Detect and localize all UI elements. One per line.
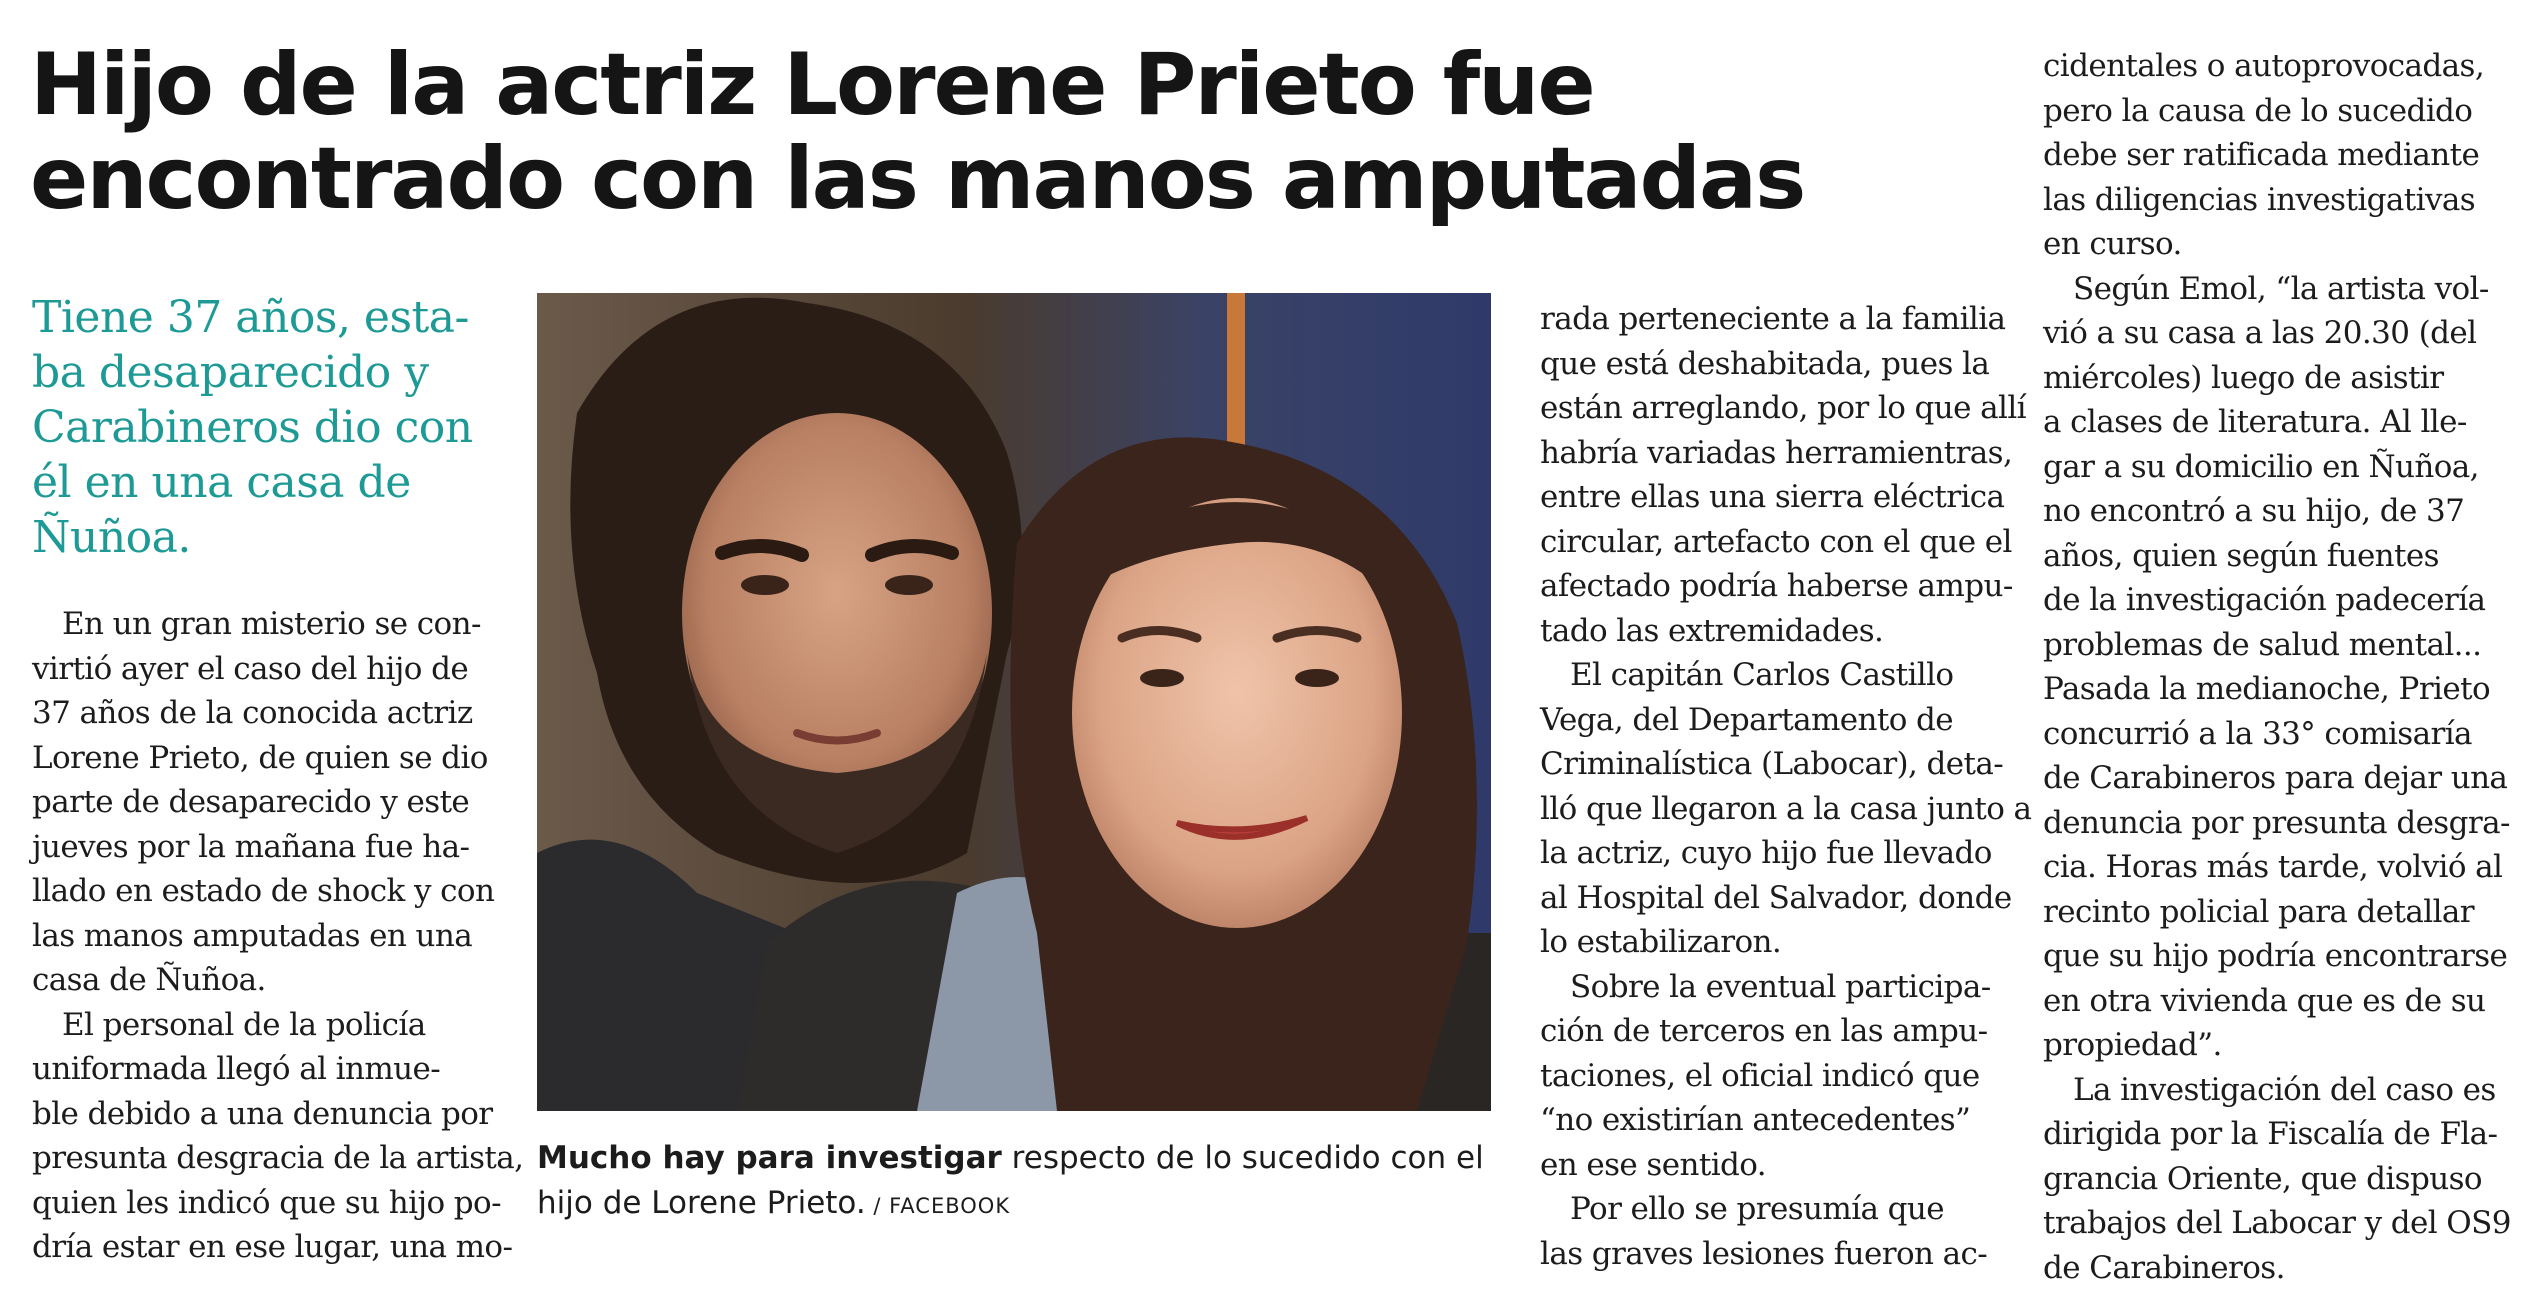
caption-text-2: hijo de Lorene Prieto. xyxy=(537,1185,866,1221)
body-line: Vega, del Departamento de xyxy=(1540,698,2000,743)
body-line: casa de Ñuñoa. xyxy=(32,958,492,1003)
headline-line-1: Hijo de la actriz Lorene Prieto fue xyxy=(30,38,2020,132)
body-column-3 xyxy=(1540,297,2000,1276)
body-line: trabajos del Labocar y del OS9 xyxy=(2043,1201,2523,1246)
body-line: dirigida por la Fiscalía de Fla- xyxy=(2043,1112,2523,1157)
body-line: que está deshabitada, pues la xyxy=(1540,342,2000,387)
body-line: uniformada llegó al inmue- xyxy=(32,1047,492,1092)
body-column-4 xyxy=(2043,44,2523,1290)
body-line: lo estabilizaron. xyxy=(1540,920,2000,965)
headline xyxy=(30,38,2020,226)
body-line: cia. Horas más tarde, volvió al xyxy=(2043,845,2523,890)
body-line: están arreglando, por lo que allí xyxy=(1540,386,2000,431)
body-line: tado las extremidades. xyxy=(1540,609,2000,654)
photo-selfie xyxy=(537,293,1491,1111)
body-line: de Carabineros para dejar una xyxy=(2043,756,2523,801)
body-line: jueves por la mañana fue ha- xyxy=(32,825,492,870)
body-line: rada perteneciente a la familia xyxy=(1540,297,2000,342)
body-line: recinto policial para detallar xyxy=(2043,890,2523,935)
body-line: pero la causa de lo sucedido xyxy=(2043,89,2523,134)
body-line: entre ellas una sierra eléctrica xyxy=(1540,475,2000,520)
body-line: presunta desgracia de la artista, xyxy=(32,1136,492,1181)
body-line: parte de desaparecido y este xyxy=(32,780,492,825)
body-line: propiedad”. xyxy=(2043,1023,2523,1068)
body-line: debe ser ratificada mediante xyxy=(2043,133,2523,178)
caption-bold: Mucho hay para investigar xyxy=(537,1140,1002,1176)
body-line: de la investigación padecería xyxy=(2043,578,2523,623)
body-line: Criminalística (Labocar), deta- xyxy=(1540,742,2000,787)
body-line: las diligencias investigativas xyxy=(2043,178,2523,223)
body-line: en curso. xyxy=(2043,222,2523,267)
dek-summary xyxy=(32,290,492,565)
body-line: las manos amputadas en una xyxy=(32,914,492,959)
body-line: concurrió a la 33° comisaría xyxy=(2043,712,2523,757)
body-line: 37 años de la conocida actriz xyxy=(32,691,492,736)
body-line: cidentales o autoprovocadas, xyxy=(2043,44,2523,89)
body-line: dría estar en ese lugar, una mo- xyxy=(32,1225,492,1270)
body-line: El capitán Carlos Castillo xyxy=(1540,653,2000,698)
body-line: virtió ayer el caso del hijo de xyxy=(32,647,492,692)
body-line: denuncia por presunta desgra- xyxy=(2043,801,2523,846)
body-line: Por ello se presumía que xyxy=(1540,1187,2000,1232)
body-line: Lorene Prieto, de quien se dio xyxy=(32,736,492,781)
body-line: a clases de literatura. Al lle- xyxy=(2043,400,2523,445)
body-line: en otra vivienda que es de su xyxy=(2043,979,2523,1024)
body-line: Pasada la medianoche, Prieto xyxy=(2043,667,2523,712)
body-line: “no existirían antecedentes” xyxy=(1540,1098,2000,1143)
body-line: gar a su domicilio en Ñuñoa, xyxy=(2043,445,2523,490)
body-line: que su hijo podría encontrarse xyxy=(2043,934,2523,979)
dek-line: ba desaparecido y xyxy=(32,345,492,400)
photo-credit: / FACEBOOK xyxy=(866,1194,1010,1218)
body-line: lló que llegaron a la casa junto a xyxy=(1540,787,2000,832)
body-line: miércoles) luego de asistir xyxy=(2043,356,2523,401)
caption-text: respecto de lo sucedido con el xyxy=(1002,1140,1484,1176)
body-line: llado en estado de shock y con xyxy=(32,869,492,914)
body-line: las graves lesiones fueron ac- xyxy=(1540,1232,2000,1277)
body-line: La investigación del caso es xyxy=(2043,1068,2523,1113)
dek-line: Ñuñoa. xyxy=(32,510,492,565)
body-line: problemas de salud mental... xyxy=(2043,623,2523,668)
dek-line: Carabineros dio con xyxy=(32,400,492,455)
body-column-1 xyxy=(32,602,492,1270)
body-line: al Hospital del Salvador, donde xyxy=(1540,876,2000,921)
caption-line-2 xyxy=(537,1181,1497,1229)
body-line: En un gran misterio se con- xyxy=(32,602,492,647)
photo-image xyxy=(537,293,1491,1111)
body-line: en ese sentido. xyxy=(1540,1143,2000,1188)
headline-line-2: encontrado con las manos amputadas xyxy=(30,132,2020,226)
body-line: Según Emol, “la artista vol- xyxy=(2043,267,2523,312)
body-line: quien les indicó que su hijo po- xyxy=(32,1181,492,1226)
body-line: ble debido a una denuncia por xyxy=(32,1092,492,1137)
body-line: taciones, el oficial indicó que xyxy=(1540,1054,2000,1099)
dek-line: Tiene 37 años, esta- xyxy=(32,290,492,345)
body-line: de Carabineros. xyxy=(2043,1246,2523,1290)
photo-caption xyxy=(537,1136,1497,1229)
dek-line: él en una casa de xyxy=(32,455,492,510)
body-line: años, quien según fuentes xyxy=(2043,534,2523,579)
body-line: no encontró a su hijo, de 37 xyxy=(2043,489,2523,534)
body-line: grancia Oriente, que dispuso xyxy=(2043,1157,2523,1202)
caption-line-1 xyxy=(537,1136,1497,1181)
body-line: vió a su casa a las 20.30 (del xyxy=(2043,311,2523,356)
body-line: afectado podría haberse ampu- xyxy=(1540,564,2000,609)
body-line: ción de terceros en las ampu- xyxy=(1540,1009,2000,1054)
body-line: la actriz, cuyo hijo fue llevado xyxy=(1540,831,2000,876)
body-line: El personal de la policía xyxy=(32,1003,492,1048)
body-line: habría variadas herramientras, xyxy=(1540,431,2000,476)
body-line: circular, artefacto con el que el xyxy=(1540,520,2000,565)
body-line: Sobre la eventual participa- xyxy=(1540,965,2000,1010)
